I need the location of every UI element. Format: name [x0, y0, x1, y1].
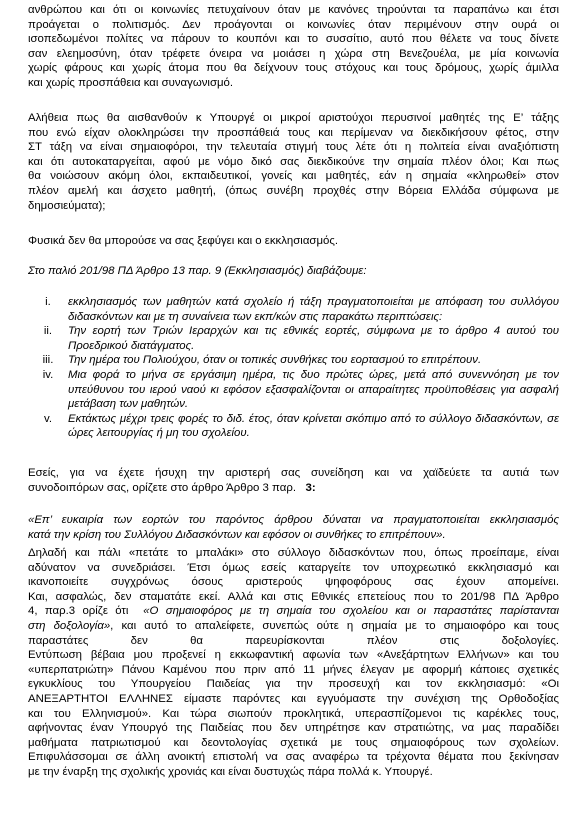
text-line — [28, 481, 559, 496]
paragraph-intro — [28, 3, 559, 91]
list-item — [28, 324, 559, 353]
list-item-text: εκκλησιασμός των μαθητών κατά σχολείο ή τάξη πραγματοποιείται με απόφαση του συλλόγου διδασκόντων και με τη συναίνεια των εκπ/κών στις παρακάτω περιπτώσεις: — [68, 296, 559, 323]
text-line: κατά την κρίση του Συλλόγου Διδασκόντων και εφόσον οι συνθήκες το επιτρέπουν». — [28, 528, 446, 541]
text-line: πλέον αμελή και άσχετο μαθητή, (όπως συνέβη προχθές στην Βόρεια Ελλάδα σύμφωνα με — [28, 184, 559, 197]
text-line: Εσείς, για να έχετε ήσυχη την αριστερή σας συνείδηση και να χαϊδεύετε τα αυτιά των — [28, 467, 559, 479]
text-line: «Επ’ ευκαιρία των εορτών του παρόντος άρθρου δύναται να πραγματοποιείται εκκλησιασμός — [28, 514, 559, 526]
list-item-number: iii. — [42, 354, 54, 367]
text-line: παραστάτες δεν θα παρευρίσκονται πλέον στις δοξολογίες. — [28, 634, 559, 647]
paragraph-conclusion — [28, 546, 559, 780]
paragraph-law-reference — [28, 264, 559, 279]
text-line: και του Ελληνισμού». Και τώρα σιωπούν προκλητικά, υπερασπίζομενοι τις καρέκλες τους, — [28, 707, 559, 720]
list-item — [28, 295, 559, 324]
text-line: Δηλαδή και πάλι «πετάτε το μπαλάκι» στο σύλλογο διδασκόντων που, όπως προείπαμε, είναι — [28, 547, 559, 559]
text-fragment-italic: «Ο σημαιοφόρος με τη σημαία του σχολείου και οι παραστάτες παρίστανται — [143, 605, 559, 618]
list-item-text: Εκτάκτως μέχρι τρεις φορές το διδ. έτος, όταν κρίνεται σκόπιμο από το σύλλογο διδασκόντων, σε ώρες λειτουργίας ή μη του σχολείου. — [68, 412, 559, 440]
text-line — [28, 604, 559, 619]
text-line: Αλήθεια πως θα αισθανθούν κ Υπουργέ οι μικροί αριστούχοι περυσινοί μαθητές της Ε’ τάξης — [28, 112, 559, 124]
text-line: εγκυκλίους του Υπουργείου Παιδείας για την προσευχή και τον εκκλησιασμό: «Οι — [28, 678, 559, 691]
text-line: αφήνοντας έναν Υπουργό της Παιδείας που δεν υπηρέτησε καν στρατιώτης, να μας παραδίδει — [28, 722, 559, 735]
text-line: «υπερπατριώτη» Πάνου Καμένου που πριν από 11 μήνες έλεγαν με αφορμή κάποιες σχετικές — [28, 663, 559, 676]
text-fragment-italic: στη δοξολογία» — [28, 619, 111, 632]
text-line: ανθρώπου και ότι οι κοινωνίες πετυχαίνουν όταν με κανόνες τηρούνται τα παραπάνω και έτσι — [28, 4, 559, 16]
text-line: ΣΤ τάξη να είναι σημαιοφόροι, την τελευταία στιγμή τους λέτε ότι η πολιτεία είναι αναξιόπιστη — [28, 141, 559, 154]
text-line: προάγεται ο πολιτισμός. Δεν προάγονται οι κοινωνίες όταν περιμένουν στην ουρά οι — [28, 18, 559, 31]
list-item — [28, 368, 559, 412]
text-line: μαθήματα πατριωτισμού και δεοντολογίας σχετικά με τους σημαιοφόρους των σχολείων. — [28, 736, 559, 749]
list-item — [28, 412, 559, 441]
text-line: και χωρίς προσπάθεια και συναγωνισμό. — [28, 76, 234, 89]
text-line: Και, ασφαλώς, δεν σταματάτε εκεί. Αλλά και στις Εθνικές επετείους που το 201/98 ΠΔ Άρθρο — [28, 590, 559, 603]
text-line: δημοσιεύματα); — [28, 199, 106, 212]
text-fragment: , και αυτό το απαλείφετε, συνεπώς ούτε η σημαία με το σημαιοφόρο και τους — [110, 619, 559, 632]
list-item — [28, 353, 559, 368]
list-item-number: ii. — [43, 325, 53, 338]
list-item-number: iv. — [42, 368, 54, 381]
list-item-text: Μια φορά το μήνα σε εργάσιμη ημέρα, τις δυο πρώτες ώρες, μετά από συνεννόηση με τον υπεύθυνου του ιερού ναού κι εφόσον εξασφαλίζονται οι απαραίτητες προϋποθέσεις για ασφαλή μετάβαση των μαθητών. — [68, 368, 559, 411]
text-line: θα νοιώσουν ακόμη όλοι, εκπαιδευτικοί, γονείς και μαθητές, εάν η σημαία «κληρωθεί» στον — [28, 170, 559, 183]
text-fragment: 4, παρ.3 ορίζε ότι — [28, 605, 129, 618]
text-line: ισοπεδωμένοι πολίτες να πάρουν το κουπόνι και το συσσίτιο, αυτό που θέλετε να τους δίνετε — [28, 33, 559, 46]
text-fragment-bold: 3: — [305, 481, 316, 494]
text-line: που ενώ είχαν ολοκληρώσει την προσπάθειά τους και περίμεναν να διεκδικήσουν φέτος, στην — [28, 126, 559, 139]
text-line: Εντύπωση βέβαια μου προξενεί η εκκωφαντική αφωνία των «Ανεξάρτητων Ελλήνων» και του — [28, 649, 559, 662]
paragraph-quote — [28, 513, 559, 542]
list-item-number: v. — [43, 412, 52, 425]
text-line: Στο παλιό 201/98 ΠΔ Άρθρο 13 παρ. 9 (Εκκλησιασμός) διαβάζουμε: — [28, 265, 367, 277]
text-fragment: συνοδοιπόρων σας, ορίζετε στο άρθρο Άρθρο 3 παρ. — [28, 481, 296, 494]
paragraph-church — [28, 234, 559, 249]
text-line: σαν ελεημοσύνη, όταν τρέφετε όνειρα να μοιάσει η χώρα στη Βενεζουέλα, με μία κοινωνία — [28, 47, 559, 60]
text-line: με την έναρξη της σχολικής χρονιάς και είναι δυστυχώς πάρα πολλά κ. Υπουργέ. — [28, 765, 433, 778]
text-line: ικανοποιείτε συγχρόνως όσους αριστερούς ψηφοφόρους σας έχουν απομείνει. — [28, 576, 559, 589]
text-line: χωρίς φάρους και χωρίς άτομα που θα δείχνουν τους στόχους και τους δρόμους, χωρίς άμιλλα — [28, 62, 559, 75]
list-item-text: Την εορτή των Τριών Ιεραρχών και τις εθνικές εορτές, σύμφωνα με το άρθρο 4 αυτού του Προεδρικού διατάγματος. — [68, 325, 559, 352]
text-line — [28, 619, 559, 634]
text-line: και ότι αυτοκαταργείται, αφού με νόμο δικό σας διεκδικούνε την σημαία πλέον όλοι; Και πως — [28, 155, 559, 168]
text-line: Επιφυλάσσομαι σε άλλη ανοικτή επιστολή να σας αναφέρω τα τρέχοντα θέματα που ξεκίνησαν — [28, 751, 559, 764]
text-line: ΑΝΕΞΑΡΤΗΤΟΙ ΕΛΛΗΝΕΣ είμαστε παρόντες και εγγυόμαστε την συνέχιση της Ορθοδοξίας — [28, 692, 559, 705]
text-line: αδύνατον να συνεδριάσει. Έτσι όμως εσείς καταργείτε τον υποχρεωτικό εκκλησιασμό και — [28, 561, 559, 574]
paragraph-you-define — [28, 466, 559, 495]
law-article-list — [28, 295, 559, 441]
text-line: Φυσικά δεν θα μπορούσε να σας ξεφύγει και ο εκκλησιασμός. — [28, 235, 338, 247]
list-item-text: Την ημέρα του Πολιούχου, όταν οι τοπικές συνθήκες του εορτασμού το επιτρέπουν. — [68, 354, 482, 367]
list-item-number: i. — [45, 296, 51, 308]
paragraph-students — [28, 111, 559, 213]
